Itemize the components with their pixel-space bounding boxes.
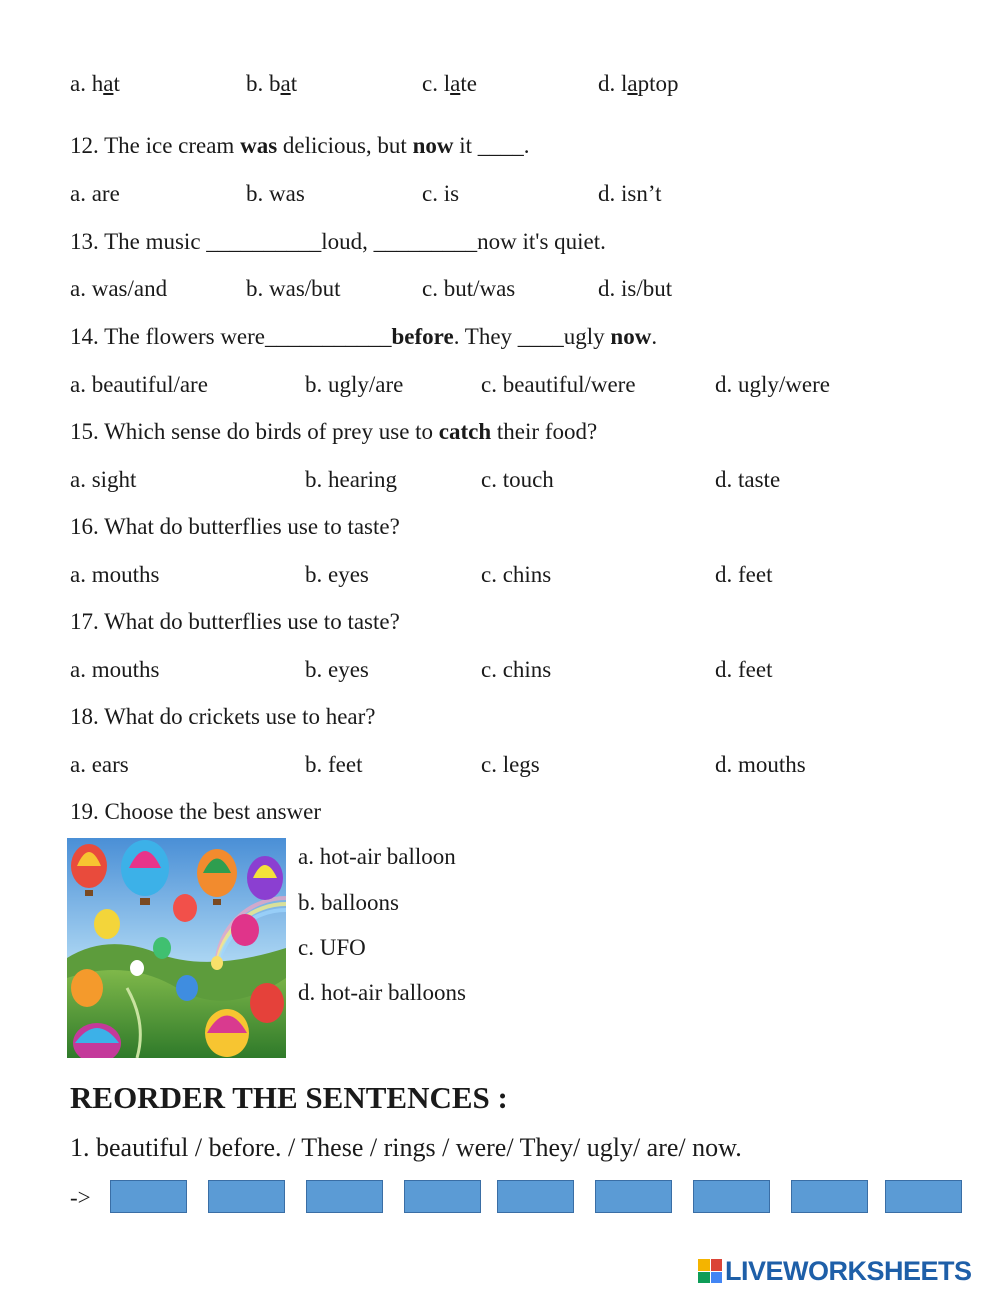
q13-option-c: c. but/was bbox=[422, 276, 516, 301]
answer-box-1[interactable] bbox=[110, 1180, 187, 1213]
q18-option-d: d. mouths bbox=[715, 752, 806, 777]
reorder-sentence-1: 1. beautiful / before. / These / rings / were/ They/ ugly/ are/ now. bbox=[70, 1133, 742, 1162]
q14-option-b: b. ugly/are bbox=[305, 372, 404, 397]
question-18: 18. What do crickets use to hear? bbox=[70, 704, 376, 729]
q15-option-b: b. hearing bbox=[305, 467, 397, 492]
q14-option-a: a. beautiful/are bbox=[70, 372, 208, 397]
q12-option-b: b. was bbox=[246, 181, 305, 206]
q19-option-b: b. balloons bbox=[298, 890, 399, 915]
q13-option-b: b. was/but bbox=[246, 276, 341, 301]
answer-box-5[interactable] bbox=[497, 1180, 574, 1213]
q15-option-a: a. sight bbox=[70, 467, 137, 492]
q16-option-a: a. mouths bbox=[70, 562, 160, 587]
q18-option-b: b. feet bbox=[305, 752, 363, 777]
q12-option-c: c. is bbox=[422, 181, 460, 206]
q19-option-a: a. hot-air balloon bbox=[298, 844, 456, 869]
question-19: 19. Choose the best answer bbox=[70, 799, 322, 824]
reorder-heading: REORDER THE SENTENCES : bbox=[70, 1080, 508, 1115]
answer-box-7[interactable] bbox=[693, 1180, 770, 1213]
question-16: 16. What do butterflies use to taste? bbox=[70, 514, 400, 539]
q11-option-b: b. bat bbox=[246, 71, 298, 96]
question-15: 15. Which sense do birds of prey use to catch their food? bbox=[70, 419, 598, 444]
answer-box-4[interactable] bbox=[404, 1180, 481, 1213]
q11-option-c: c. late bbox=[422, 71, 477, 96]
q11-option-d: d. laptop bbox=[598, 71, 679, 96]
q17-option-c: c. chins bbox=[481, 657, 552, 682]
question-12: 12. The ice cream was delicious, but now it ____. bbox=[70, 133, 530, 158]
answer-box-2[interactable] bbox=[208, 1180, 285, 1213]
q19-option-d: d. hot-air balloons bbox=[298, 980, 466, 1005]
q18-option-c: c. legs bbox=[481, 752, 540, 777]
q18-option-a: a. ears bbox=[70, 752, 129, 777]
q12-option-d: d. isn’t bbox=[598, 181, 662, 206]
question-17: 17. What do butterflies use to taste? bbox=[70, 609, 400, 634]
question-13: 13. The music __________loud, _________now it's quiet. bbox=[70, 229, 606, 254]
answer-box-6[interactable] bbox=[595, 1180, 672, 1213]
q14-option-c: c. beautiful/were bbox=[481, 372, 636, 397]
q16-option-d: d. feet bbox=[715, 562, 773, 587]
liveworksheets-logo-text: LIVEWORKSHEETS bbox=[725, 1255, 972, 1286]
q17-option-b: b. eyes bbox=[305, 657, 369, 682]
q15-option-d: d. taste bbox=[715, 467, 781, 492]
q13-option-a: a. was/and bbox=[70, 276, 168, 301]
q16-option-c: c. chins bbox=[481, 562, 552, 587]
q13-option-d: d. is/but bbox=[598, 276, 673, 301]
liveworksheets-logo-icon bbox=[698, 1259, 722, 1283]
q12-option-a: a. are bbox=[70, 181, 120, 206]
liveworksheets-logo bbox=[698, 1256, 972, 1286]
q19-option-c: c. UFO bbox=[298, 935, 366, 960]
q11-option-a: a. hat bbox=[70, 71, 120, 96]
q17-option-a: a. mouths bbox=[70, 657, 160, 682]
answer-arrow: -> bbox=[70, 1185, 91, 1210]
answer-box-8[interactable] bbox=[791, 1180, 868, 1213]
q15-option-c: c. touch bbox=[481, 467, 554, 492]
q17-option-d: d. feet bbox=[715, 657, 773, 682]
answer-box-3[interactable] bbox=[306, 1180, 383, 1213]
answer-box-9[interactable] bbox=[885, 1180, 962, 1213]
q16-option-b: b. eyes bbox=[305, 562, 369, 587]
q14-option-d: d. ugly/were bbox=[715, 372, 830, 397]
question-14: 14. The flowers were___________before. They ____ugly now. bbox=[70, 324, 658, 349]
hot-air-balloons-image bbox=[67, 838, 286, 1058]
